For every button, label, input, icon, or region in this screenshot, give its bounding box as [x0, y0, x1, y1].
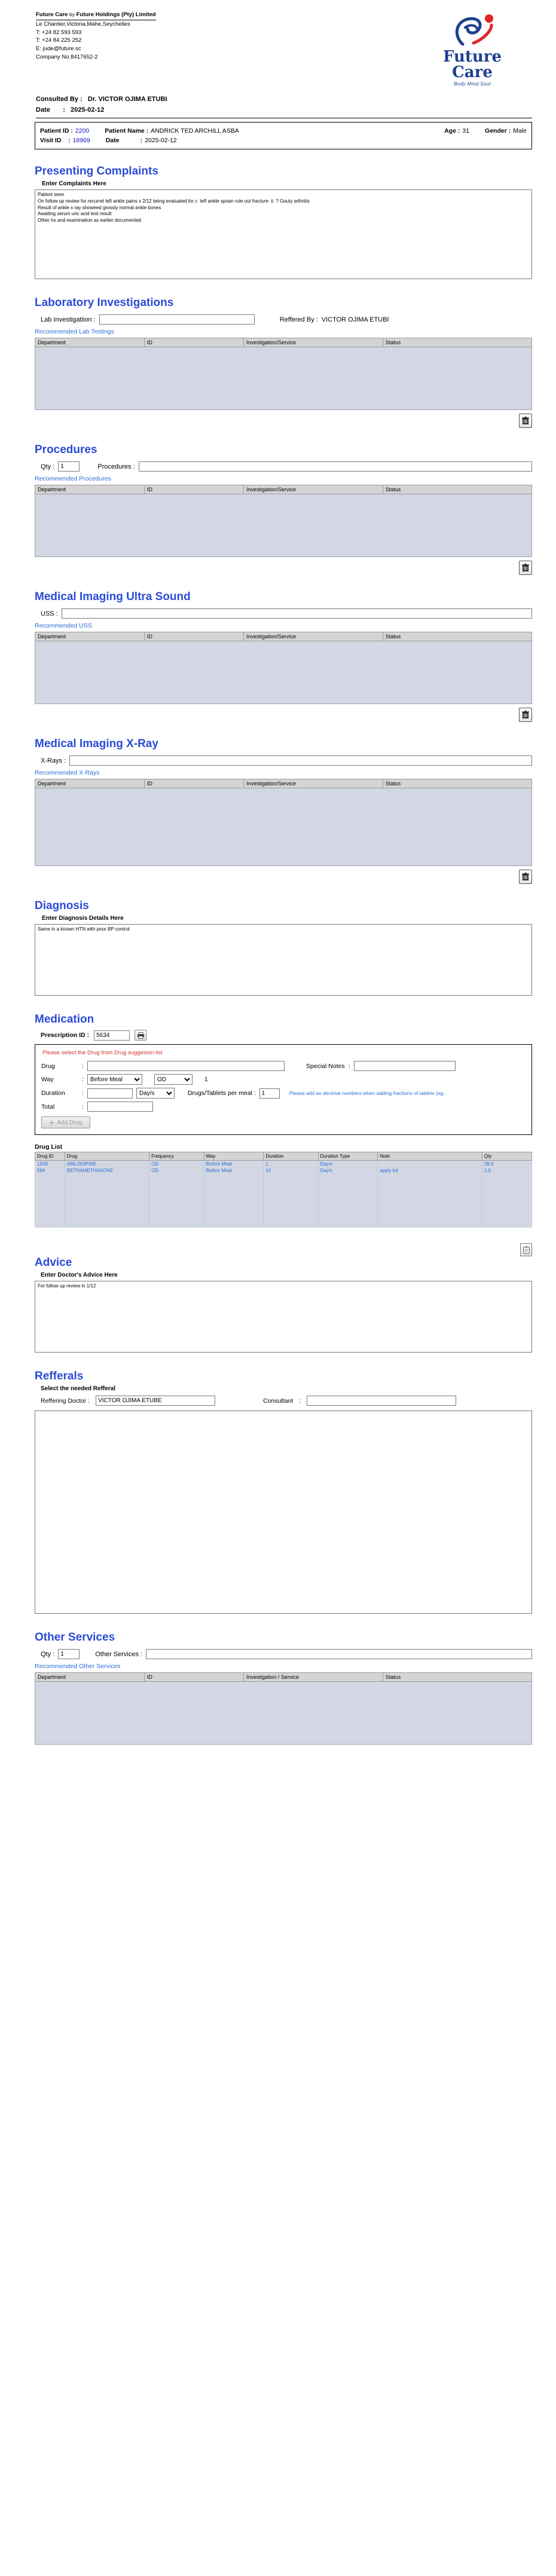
advice-title: Advice: [35, 1256, 72, 1269]
referrals-textarea[interactable]: [35, 1411, 532, 1614]
special-notes-colon: :: [348, 1062, 350, 1070]
way-select[interactable]: [87, 1074, 142, 1085]
procedures-table: [35, 485, 532, 494]
recommended-xray-label: Recommended X-Rays: [35, 769, 100, 776]
xray-table-body[interactable]: [35, 788, 532, 866]
patient-id-colon: :: [71, 127, 73, 134]
total-input[interactable]: [87, 1102, 153, 1112]
other-services-label: Other Services :: [95, 1650, 143, 1658]
drug-warning-text: Please select the Drug from Drug suggesion list: [42, 1050, 163, 1056]
clinic-tel-1: T: +24 82 593 593: [36, 29, 82, 36]
other-services-input[interactable]: [146, 1649, 532, 1659]
consult-date-label: Date: [36, 106, 50, 114]
gender-colon: :: [508, 127, 511, 134]
duration-label: Duration: [41, 1090, 65, 1097]
diagnosis-sub: Enter Diagnosis Details Here: [42, 915, 124, 922]
xray-delete-button[interactable]: [519, 870, 532, 884]
row0-note: [378, 1161, 482, 1168]
clipboard-icon: [523, 1246, 530, 1254]
procedures-col-id: ID: [144, 485, 243, 494]
xray-input[interactable]: [69, 755, 532, 766]
drug-col-qty: Qty: [482, 1152, 531, 1161]
clinic-info: [36, 11, 156, 62]
procedures-table-body[interactable]: [35, 494, 532, 557]
table-row[interactable]: [35, 1167, 532, 1174]
referrals-sub: Select the needed Refferal: [41, 1385, 116, 1392]
lab-col-service: Investigation/Service: [244, 338, 383, 347]
uss-col-service: Investigation/Service: [244, 632, 383, 641]
drug-list-empty-area[interactable]: [35, 1174, 532, 1228]
medication-title: Medication: [35, 1013, 94, 1026]
row0-qty: 28.0: [482, 1161, 531, 1168]
drug-col-drug: Drug: [65, 1152, 149, 1161]
referring-doctor-label: Reffering Doctor :: [41, 1397, 90, 1405]
procedures-title: Procedures: [35, 443, 97, 456]
print-prescription-button[interactable]: [135, 1030, 146, 1041]
xray-table: [35, 779, 532, 788]
consulting-doctor-name: Dr. VICTOR OJIMA ETUBI: [87, 96, 167, 103]
uss-table: [35, 632, 532, 641]
procedures-delete-button[interactable]: [519, 561, 532, 575]
drug-col-id: Drug ID: [35, 1152, 65, 1161]
lab-table: [35, 338, 532, 347]
xray-title: Medical Imaging X-Ray: [35, 738, 158, 750]
row1-way: Before Meal: [204, 1167, 264, 1174]
patient-name-value: ANDRICK TED ARCHILL ASBA: [151, 127, 239, 134]
row1-duration: 10: [264, 1167, 318, 1174]
recommended-lab-label: Recommended Lab Testings: [35, 328, 114, 335]
lab-investigation-input[interactable]: [99, 314, 255, 325]
add-drug-label: Add Drug: [57, 1119, 83, 1126]
uss-label: USS :: [41, 610, 58, 617]
xray-col-department: Department: [35, 779, 145, 788]
xray-col-status: Status: [383, 779, 531, 788]
clinic-logo: [413, 11, 532, 87]
duration-input[interactable]: [87, 1088, 133, 1099]
advice-clipboard-button[interactable]: [520, 1243, 532, 1256]
lab-table-body[interactable]: [35, 347, 532, 410]
consultant-input[interactable]: [307, 1396, 456, 1406]
logo-text-care: Care: [452, 63, 493, 81]
uss-table-body[interactable]: [35, 641, 532, 704]
recommended-uss-label: Recommended USS: [35, 622, 92, 629]
row1-duration-type: Day/s: [318, 1167, 378, 1174]
presenting-complaints-title: Presenting Complaints: [35, 165, 158, 178]
duration-type-select[interactable]: [136, 1088, 175, 1099]
clinic-holdings: Future Holdings (Pty) Limited: [76, 11, 156, 18]
visit-id-colon: :: [68, 137, 71, 144]
other-services-qty-label: Qty :: [41, 1650, 55, 1658]
visit-id-value: 18969: [72, 137, 90, 144]
consultant-label: Consultant: [263, 1397, 294, 1405]
prescription-id-label: Prescription ID :: [41, 1032, 90, 1039]
procedures-col-status: Status: [383, 485, 531, 494]
other-services-header-row: [35, 1673, 532, 1682]
other-services-qty-input[interactable]: [58, 1649, 80, 1659]
procedures-qty-label: Qty :: [41, 463, 55, 470]
lab-delete-button[interactable]: [519, 414, 532, 428]
section-procedures: [0, 443, 556, 575]
procedures-col-service: Investigation/Service: [244, 485, 383, 494]
trash-icon: [522, 873, 529, 881]
drugs-per-meal-label: Drugs/Tablets per meal :: [187, 1090, 256, 1097]
row0-drug-id: 1543: [35, 1161, 65, 1168]
patient-info-box: [35, 122, 532, 149]
ultrasound-title: Medical Imaging Ultra Sound: [35, 591, 191, 603]
row0-frequency: OD: [149, 1161, 204, 1168]
section-xray: [0, 738, 556, 884]
special-notes-label: Special Notes: [306, 1062, 345, 1070]
consult-bar: [0, 90, 556, 118]
add-drug-button[interactable]: [41, 1116, 90, 1128]
other-services-title: Other Services: [35, 1631, 115, 1644]
laboratory-title: Laboratory Investigations: [35, 296, 174, 309]
medication-entry-box: [35, 1044, 532, 1135]
advice-sub: Enter Doctor's Advice Here: [41, 1272, 118, 1278]
referred-by-value: VICTOR OJIMA ETUBI: [321, 316, 389, 323]
plus-icon: [49, 1120, 54, 1125]
uss-delete-button[interactable]: [519, 708, 532, 722]
trash-icon: [522, 564, 529, 572]
uss-input[interactable]: [62, 608, 532, 619]
other-col-department: Department: [35, 1673, 145, 1682]
page-header: [0, 0, 556, 90]
consult-date-value: 2025-02-12: [71, 106, 105, 114]
drug-col-frequency: Frequency: [149, 1152, 204, 1161]
procedures-label: Procedures :: [97, 463, 135, 470]
section-other-services: [0, 1631, 556, 1745]
drug-list-label: Drug List: [35, 1143, 63, 1151]
frequency-select[interactable]: [154, 1074, 193, 1085]
row1-note: apply bd: [378, 1167, 482, 1174]
decimal-note: Please add as decimal numbers when adding fractions of tablets (eg..: [289, 1090, 446, 1096]
row0-way: Before Meal: [204, 1161, 264, 1168]
drug-input[interactable]: [87, 1061, 285, 1071]
row1-qty: 1.0: [482, 1167, 531, 1174]
clinic-tel-2: T: +24 84 225 252: [36, 37, 82, 44]
diagnosis-textarea[interactable]: [35, 924, 532, 996]
drug-col-duration: Duration: [264, 1152, 318, 1161]
drug-list-header-row: [35, 1152, 532, 1161]
clinic-name: Future Care: [36, 11, 68, 18]
lab-investigation-label: Lab Investigatiion :: [41, 316, 96, 323]
row1-frequency: OD: [149, 1167, 204, 1174]
patient-id-value: 2200: [75, 127, 90, 134]
other-col-status: Status: [383, 1673, 531, 1682]
age-value: 31: [462, 127, 470, 134]
drug-col-note: Note: [378, 1152, 482, 1161]
lab-col-id: ID: [144, 338, 243, 347]
uss-col-status: Status: [383, 632, 531, 641]
way-label: Way: [41, 1076, 54, 1083]
other-services-table-body[interactable]: [35, 1682, 532, 1745]
drug-label: Drug: [41, 1062, 55, 1070]
trash-icon: [522, 711, 529, 719]
visit-date-value: 2025-02-12: [145, 137, 177, 144]
row1-drug: BETHAMETHASONE: [65, 1167, 149, 1174]
xray-label: X-Rays :: [41, 757, 66, 764]
uss-table-header-row: [35, 632, 532, 641]
uss-col-department: Department: [35, 632, 145, 641]
way-colon: :: [82, 1076, 84, 1083]
clinic-by: by: [69, 11, 75, 17]
procedures-col-department: Department: [35, 485, 145, 494]
section-laboratory: [0, 296, 556, 428]
other-col-service: Investigation / Service: [244, 1673, 383, 1682]
age-label: Age: [444, 127, 456, 134]
referrals-title: Refferals: [35, 1370, 84, 1382]
complaints-textarea[interactable]: [35, 189, 532, 279]
section-referrals: [0, 1370, 556, 1616]
prescription-id-input[interactable]: [94, 1030, 130, 1041]
visit-date-colon: :: [140, 137, 143, 144]
duration-colon: :: [82, 1090, 84, 1097]
drug-colon: :: [82, 1062, 84, 1070]
logo-tagline: Body Mind Soul: [454, 81, 491, 87]
printer-icon: [137, 1032, 145, 1039]
clinic-address: Le Chantier,Victoria,Mahe,Seychelles: [36, 20, 130, 27]
uss-col-id: ID: [144, 632, 243, 641]
referring-doctor-input[interactable]: [96, 1396, 215, 1406]
age-colon: :: [457, 127, 460, 134]
consult-date-colon: :: [63, 106, 65, 114]
frequency-number: 1: [204, 1076, 208, 1083]
patient-id-label: Patient ID: [40, 127, 69, 134]
row1-drug-id: 594: [35, 1167, 65, 1174]
clinic-email: E: jude@future.sc: [36, 45, 81, 53]
section-ultrasound: [0, 591, 556, 722]
recommended-procedures-label: Recommended Procedures: [35, 475, 111, 482]
section-medication: [0, 1013, 556, 1228]
visit-id-label: Visit ID: [40, 137, 62, 144]
other-col-id: ID: [144, 1673, 243, 1682]
total-colon: :: [82, 1103, 84, 1110]
gender-label: Gender: [485, 127, 507, 134]
drug-col-way: Way: [204, 1152, 264, 1161]
row0-drug: AMLODIPINE: [65, 1161, 149, 1168]
lab-table-header-row: [35, 338, 532, 347]
xray-col-id: ID: [144, 779, 243, 788]
lab-col-department: Department: [35, 338, 145, 347]
special-notes-input[interactable]: [354, 1061, 456, 1071]
drugs-per-meal-input[interactable]: [259, 1088, 280, 1099]
presenting-complaints-sub: Enter Complaints Here: [42, 180, 106, 187]
gender-value: Male: [513, 127, 527, 134]
section-advice: [0, 1243, 556, 1354]
section-diagnosis: [0, 900, 556, 998]
diagnosis-title: Diagnosis: [35, 900, 89, 912]
clinic-company-no: Company No.8417652-2: [36, 53, 98, 60]
patient-name-colon: :: [146, 127, 149, 134]
referred-by-label: Reffered By :: [279, 316, 318, 323]
advice-textarea[interactable]: [35, 1281, 532, 1353]
consulted-by-colon: :: [80, 96, 83, 103]
consultant-colon: :: [299, 1397, 301, 1405]
drug-list-table: [35, 1152, 532, 1228]
total-label: Total: [41, 1103, 55, 1110]
procedures-qty-input[interactable]: [58, 461, 80, 472]
procedures-input[interactable]: [139, 461, 532, 472]
table-row[interactable]: [35, 1161, 532, 1168]
trash-icon: [522, 417, 529, 425]
xray-table-header-row: [35, 779, 532, 788]
consulted-by-label: Consulted By: [36, 96, 78, 103]
logo-text-future: Future: [442, 48, 502, 66]
drug-col-duration-type: Duration Type: [318, 1152, 378, 1161]
xray-col-service: Investigation/Service: [244, 779, 383, 788]
row0-duration: 1: [264, 1161, 318, 1168]
lab-col-status: Status: [383, 338, 531, 347]
other-services-table: [35, 1672, 532, 1682]
visit-date-label: Date: [105, 137, 120, 144]
patient-name-label: Patient Name: [105, 127, 145, 134]
logo-mark-icon: [436, 13, 508, 49]
recommended-other-services-label: Recommended Other Services: [35, 1663, 121, 1670]
section-presenting-complaints: [0, 165, 556, 281]
procedures-table-header-row: [35, 485, 532, 494]
row0-duration-type: Day/s: [318, 1161, 378, 1168]
